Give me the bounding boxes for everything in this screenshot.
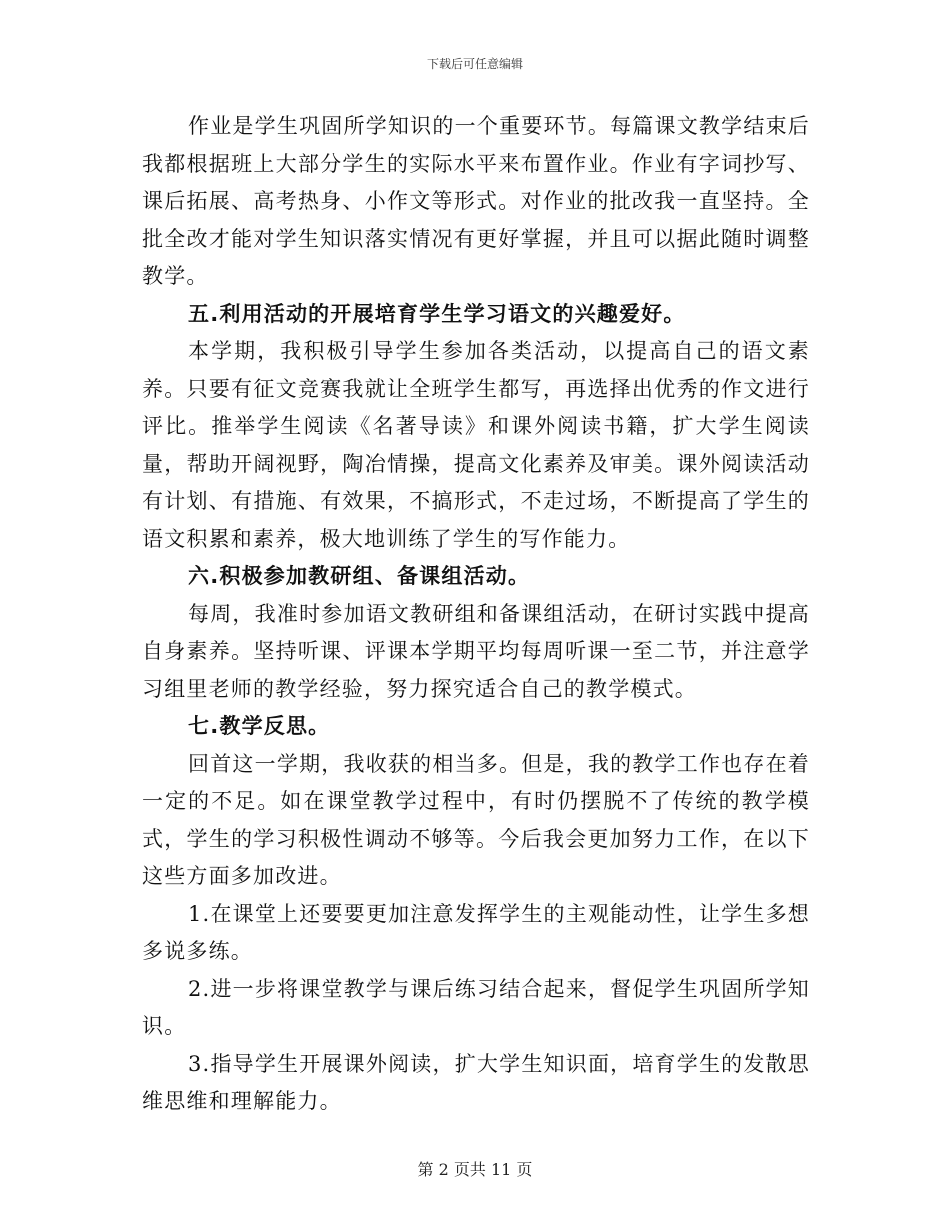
page-header: 下载后可任意编辑 xyxy=(426,57,523,71)
list-item-1: 1.在课堂上还要要更加注意发挥学生的主观能动性，让学生多想多说多练。 xyxy=(142,901,810,963)
page-number: 第 2 页共 11 页 xyxy=(417,1160,533,1179)
paragraph-homework: 作业是学生巩固所学知识的一个重要环节。每篇课文教学结束后我都根据班上大部分学生的实际水平来布置作业。作业有字词抄写、课后拓展、高考热身、小作文等形式。对作业的批改我一直坚持。全批全改才能对学生知识落实情况有更好掌握，并且可以据此随时调整教学。 xyxy=(142,114,810,288)
list-item-2: 2.进一步将课堂教学与课后练习结合起来，督促学生巩固所学知识。 xyxy=(142,976,810,1038)
list-item-3: 3.指导学生开展课外阅读，扩大学生知识面，培育学生的发散思维思维和理解能力。 xyxy=(142,1051,810,1113)
document-body xyxy=(142,108,810,1121)
section-heading-5: 五.利用活动的开展培育学生学习语文的兴趣爱好。 xyxy=(188,301,686,326)
paragraph-reflection: 回首这一学期，我收获的相当多。但是，我的教学工作也存在着一定的不足。如在课堂教学过程中，有时仍摆脱不了传统的教学模式，学生的学习积极性调动不够等。今后我会更加努力工作，在以下这些方面多加改进。 xyxy=(142,751,810,888)
section-heading-7: 七.教学反思。 xyxy=(188,714,331,738)
paragraph-activities: 本学期，我积极引导学生参加各类活动，以提高自己的语文素养。只要有征文竞赛我就让全班学生都写，再选择出优秀的作文进行评比。推举学生阅读《名著导读》和课外阅读书籍，扩大学生阅读量，帮助开阔视野，陶冶情操，提高文化素养及审美。课外阅读活动有计划、有措施、有效果，不搞形式，不走过场，不断提高了学生的语文积累和素养，极大地训练了学生的写作能力。 xyxy=(142,339,810,551)
paragraph-research-group: 每周，我准时参加语文教研组和备课组活动，在研讨实践中提高自身素养。坚持听课、评课本学期平均每周听课一至二节，并注意学习组里老师的教学经验，努力探究适合自己的教学模式。 xyxy=(142,601,810,701)
section-heading-6: 六.积极参加教研组、备课组活动。 xyxy=(188,564,531,588)
